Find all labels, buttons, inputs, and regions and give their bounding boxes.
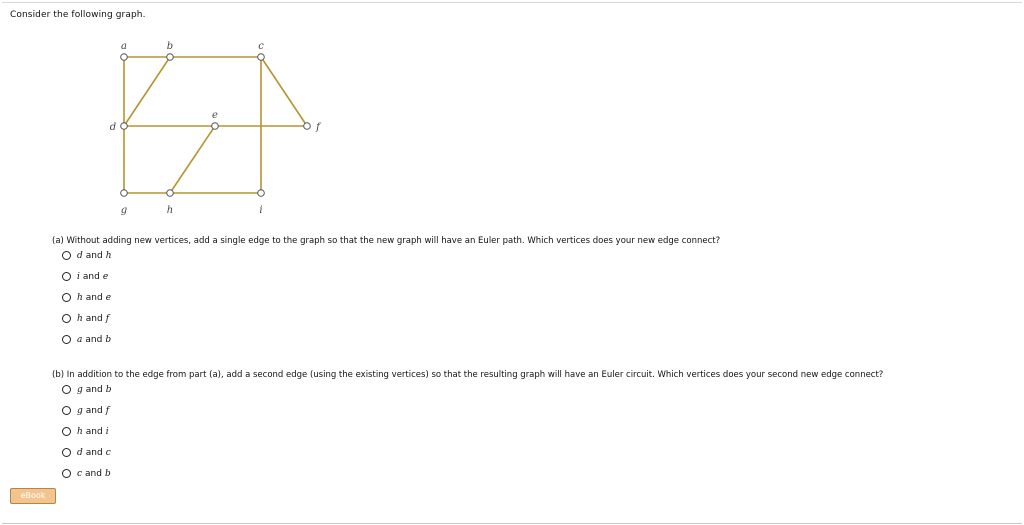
option-conjunction: and xyxy=(82,271,100,282)
option-conjunction: and xyxy=(85,292,103,303)
option-conjunction: and xyxy=(85,250,103,261)
edge-e-h xyxy=(170,126,215,193)
option-vertex-2: f xyxy=(105,313,110,324)
option-vertex-1: h xyxy=(77,292,83,303)
part_a-option-2[interactable] xyxy=(62,266,112,287)
vertex-label-f: f xyxy=(316,122,320,133)
vertex-label-g: g xyxy=(120,205,128,216)
option-vertex-1: g xyxy=(77,405,83,416)
option-vertex-2: h xyxy=(105,250,112,261)
option-conjunction: and xyxy=(85,334,103,345)
vertex-i xyxy=(258,190,265,197)
vertex-a xyxy=(121,54,128,61)
option-vertex-2: f xyxy=(105,405,110,416)
part_b-option-5[interactable] xyxy=(62,463,111,484)
ebook-button[interactable]: eBook xyxy=(10,488,56,504)
radio-button[interactable] xyxy=(62,469,71,478)
option-conjunction: and xyxy=(85,426,103,437)
part_b-option-3[interactable] xyxy=(62,421,111,442)
vertex-label-h: h xyxy=(166,205,174,216)
option-vertex-1: g xyxy=(77,384,83,395)
option-conjunction: and xyxy=(85,405,103,416)
edge-c-f xyxy=(261,57,307,126)
vertex-b xyxy=(167,54,174,61)
radio-button[interactable] xyxy=(62,385,71,394)
option-conjunction: and xyxy=(85,447,103,458)
vertex-label-i: i xyxy=(259,205,263,216)
radio-button[interactable] xyxy=(62,448,71,457)
vertex-h xyxy=(167,190,174,197)
radio-button[interactable] xyxy=(62,293,71,302)
option-vertex-2: e xyxy=(105,292,112,303)
part_b-option-1[interactable] xyxy=(62,379,111,400)
option-vertex-1: d xyxy=(77,447,83,458)
vertex-g xyxy=(121,190,128,197)
option-vertex-1: d xyxy=(77,250,83,261)
part_a-option-4[interactable] xyxy=(62,308,112,329)
option-vertex-1: a xyxy=(77,334,83,345)
part_b-option-4[interactable] xyxy=(62,442,111,463)
part_a-option-5[interactable] xyxy=(62,329,112,350)
intro-text: Consider the following graph. xyxy=(10,10,146,20)
radio-button[interactable] xyxy=(62,427,71,436)
question-a: (a) Without adding new vertices, add a single edge to the graph so that the new graph will have an Euler path. Which vertices does your new edge connect? xyxy=(52,236,721,246)
option-vertex-1: c xyxy=(77,468,83,479)
radio-button[interactable] xyxy=(62,314,71,323)
options-a xyxy=(62,245,112,350)
option-vertex-2: e xyxy=(102,271,109,282)
radio-button[interactable] xyxy=(62,272,71,281)
part_a-option-1[interactable] xyxy=(62,245,112,266)
option-vertex-1: h xyxy=(77,426,83,437)
options-b xyxy=(62,379,111,484)
vertex-c xyxy=(258,54,265,61)
radio-button[interactable] xyxy=(62,251,71,260)
graph-figure xyxy=(0,0,1024,230)
option-vertex-1: i xyxy=(77,271,80,282)
option-vertex-2: b xyxy=(105,384,112,395)
vertex-label-b: b xyxy=(166,41,174,52)
vertex-label-a: a xyxy=(121,41,127,52)
option-conjunction: and xyxy=(85,468,102,479)
vertex-label-d: d xyxy=(109,122,117,133)
question-b: (b) In addition to the edge from part (a), add a second edge (using the existing vertices) so that the resulting graph will have an Euler circuit. Which vertices does your second new edge connect? xyxy=(52,370,884,380)
option-vertex-2: b xyxy=(104,468,111,479)
vertex-e xyxy=(212,123,219,130)
option-vertex-2: c xyxy=(105,447,111,458)
part_b-option-2[interactable] xyxy=(62,400,111,421)
option-vertex-2: b xyxy=(105,334,112,345)
option-conjunction: and xyxy=(85,313,103,324)
part_a-option-3[interactable] xyxy=(62,287,112,308)
edge-b-d xyxy=(124,57,170,126)
option-vertex-1: h xyxy=(77,313,83,324)
vertex-d xyxy=(121,123,128,130)
radio-button[interactable] xyxy=(62,335,71,344)
vertex-label-c: c xyxy=(258,41,264,52)
option-conjunction: and xyxy=(85,384,103,395)
option-vertex-2: i xyxy=(105,426,109,437)
vertex-label-e: e xyxy=(212,110,218,121)
radio-button[interactable] xyxy=(62,406,71,415)
vertex-f xyxy=(304,123,311,130)
